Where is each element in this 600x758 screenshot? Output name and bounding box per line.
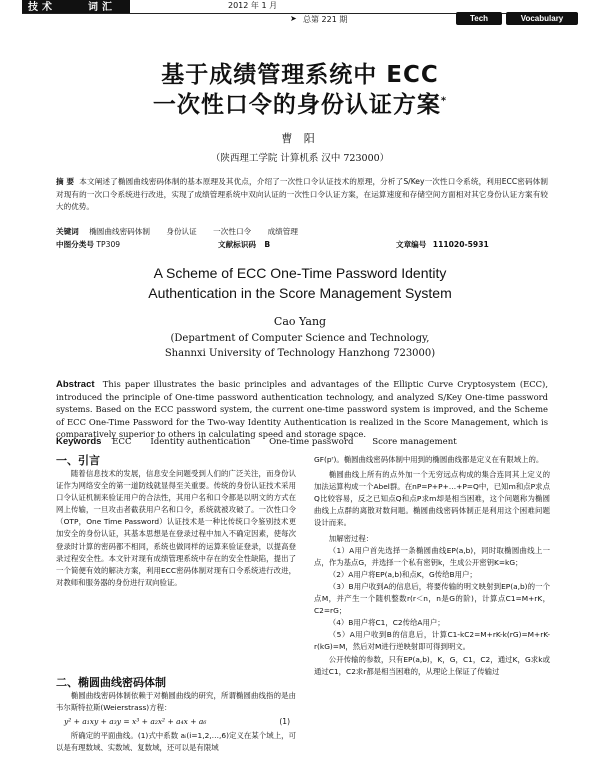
en-affiliation-line-2: Shannxi University of Technology Hanzhong 723000) [164, 348, 436, 359]
keywords-label: 关键词 [56, 227, 79, 236]
clc-label: 中图分类号 [56, 240, 94, 249]
en-affiliation-line-1: (Department of Computer Science and Technology, [170, 333, 430, 344]
title-line-1: 基于成绩管理系统中 ECC [161, 62, 439, 88]
keyword-3: 一次性口令 [213, 227, 252, 236]
step-4: （4）B用户将C1，C2传给A用户； [328, 618, 445, 628]
en-keyword-2: Identity authentication [150, 437, 251, 447]
tag-tech: Tech [456, 12, 502, 25]
author: 曹 阳 [281, 132, 319, 145]
section-label-1: 技术 [28, 2, 56, 13]
title-line-2 [0, 86, 600, 119]
doc-code-value: B [264, 240, 271, 249]
section-2-paragraph: 椭圆曲线密码体制依赖于对椭圆曲线的研究，所谓椭圆曲线指的是由韦尔斯特拉斯(Weierstrass)方程： [56, 691, 296, 713]
en-abstract-text: This paper illustrates the basic principles and advantages of the Elliptic Curve Cryptosystem (ECC), introduced the principle of One-time password authentication technology, and analyzed S/Key One-time password systems. Based on the ECC password system, the current one-time password system is improved, and the Scheme of ECC One-Time Password for the Two-way Identity Authentication is realized in the Score Management, which is comparatively superior to others in calculating speed and storage space. [56, 379, 548, 439]
left-column [56, 452, 296, 756]
step-2: （2）A用户将EP(a,b)和点K，G传给B用户； [328, 569, 477, 579]
keyword-2: 身份认证 [166, 227, 197, 236]
equation-1 [56, 716, 296, 730]
clc-number [56, 239, 120, 250]
section-2-title: 二、椭圆曲线密码体制 [56, 676, 166, 689]
section-2-paragraph-cont: 所确定的平面曲线。(1)式中系数 aᵢ(i=1,2,…,6)定义在某个域上，可以是有理数域、实数域、复数域，还可以是有限域 [56, 731, 296, 753]
section-label-2: 词汇 [88, 2, 116, 13]
equation-number: (1) [279, 717, 290, 727]
abstract-en [56, 378, 548, 440]
en-keywords-label: Keywords [56, 436, 102, 447]
en-author: Cao Yang [273, 315, 327, 328]
keywords-en [56, 436, 457, 447]
abstract-label: 摘 要 [56, 177, 75, 186]
section-1-title: 一、引言 [56, 454, 100, 467]
right-paragraph-2: 椭圆曲线上所有的点外加一个无穷远点构成的集合连同其上定义的加法运算构成一个Abel群。在nP=P+P+…+P=Q中，已知m和点P求点Q比较容易，反之已知点Q和点P求m却是相当困难，这个问题称为椭圆曲线上点群的离散对数问题。椭圆曲线密码体制正是利用这个困难问题设计而来。 [314, 470, 550, 528]
section-1-paragraph: 随着信息技术的发展，信息安全问题受到人们的广泛关注，而身份认证作为网络安全的第一道防线就显得至关重要。传统的身份认证技术采用口令认证机制来验证用户的合法性，其用户名和口令都是以明文的方式在网上传输，一旦攻击者截获用户名和口令，系统就被攻破了。一次性口令（OTP，One Time Password）认证技术是一种比传统口令鉴别技术更加安全的身份认证，其基本思想是在登录过程中加入不确定因素，使每次登录时计算的密码都不相同，系统也做同样的运算来验证登录，以提高登录过程安全性。本文针对现有成绩管理系统中存在的安全性缺陷，提出了一个简便有效的解决方案，利用ECC密码体制对现有口令系统进行改进，对教师和服务器的身份进行双向验证。 [56, 469, 296, 587]
en-abstract-label: Abstract [56, 379, 95, 390]
clc-value: TP309 [96, 240, 121, 249]
keyword-4: 成绩管理 [267, 227, 298, 236]
arrow-icon: ➤ [290, 14, 297, 23]
en-keyword-4: Score management [372, 437, 457, 447]
step-3: （3）B用户收到A的信息后，将要传输的明文映射到EP(a,b)的一个点M，并产生一个随机整数r(r＜n，n是G的阶)，计算点C1=M+rK，C2=rG； [314, 581, 550, 616]
doc-code-label: 文献标识码 [218, 240, 256, 249]
en-keyword-3: One-time password [269, 437, 354, 447]
affiliation: （陕西理工学院 计算机系 汉中 723000） [210, 153, 390, 164]
equation-text: y² + a₁xy + a₃y = x³ + a₂x² + a₄x + a₆ [64, 717, 207, 727]
header-section-label [22, 0, 130, 13]
right-column [314, 454, 550, 680]
en-title-line-2: Authentication in the Score Management System [148, 285, 452, 301]
abstract-cn [56, 176, 548, 214]
abstract-text: 本文阐述了椭圆曲线密码体制的基本原理及其优点，介绍了一次性口令认证技术的原理，分析了S/Key一次性口令系统，利用ECC密码体制对现有的一次口令系统进行改进，实现了成绩管理系统中双向认证的一次性口令认证方案，在运算速度和存储空间方面相对其它身份认证方案有较大的优势。 [56, 177, 548, 211]
tag-vocabulary: Vocabulary [506, 12, 578, 25]
article-no-value: 111020-5931 [432, 240, 489, 249]
article-no-label: 文章编号 [396, 240, 427, 249]
en-keyword-1: ECC [112, 437, 132, 447]
header-date: 2012 年 1 月 [228, 1, 278, 10]
right-paragraph-1: GF(pʳ)。椭圆曲线密码体制中用到的椭圆曲线都是定义在有限域上的。 [314, 455, 544, 464]
process-label: 加解密过程： [328, 533, 374, 543]
doc-code [218, 239, 270, 250]
en-title-line-1: A Scheme of ECC One-Time Password Identity [153, 265, 447, 281]
keyword-1: 椭圆曲线密码体制 [89, 227, 150, 236]
header-issue: 总第 221 期 [303, 15, 348, 24]
step-1: （1）A用户首先选择一条椭圆曲线EP(a,b)，同时取椭圆曲线上一点，作为基点G，并选择一个私有密钥k，生成公开密钥K=kG； [314, 545, 550, 567]
step-5: （5）A用户收到B的信息后，计算C1-kC2=M+rK-k(rG)=M+rK-r(kG)=M，然后对M进行逆映射即可得到明文。 [314, 630, 550, 652]
article-number [396, 239, 489, 250]
keywords-cn [56, 226, 298, 237]
title-footnote-mark: * [440, 95, 448, 107]
right-paragraph-3: 公开传输的参数，只有EP(a,b)，K，G，C1，C2，通过K，G求k或通过C1，C2求r都是相当困难的，从理论上保证了传输过 [314, 654, 550, 676]
title-line-2-text: 一次性口令的身份认证方案 [152, 92, 441, 118]
